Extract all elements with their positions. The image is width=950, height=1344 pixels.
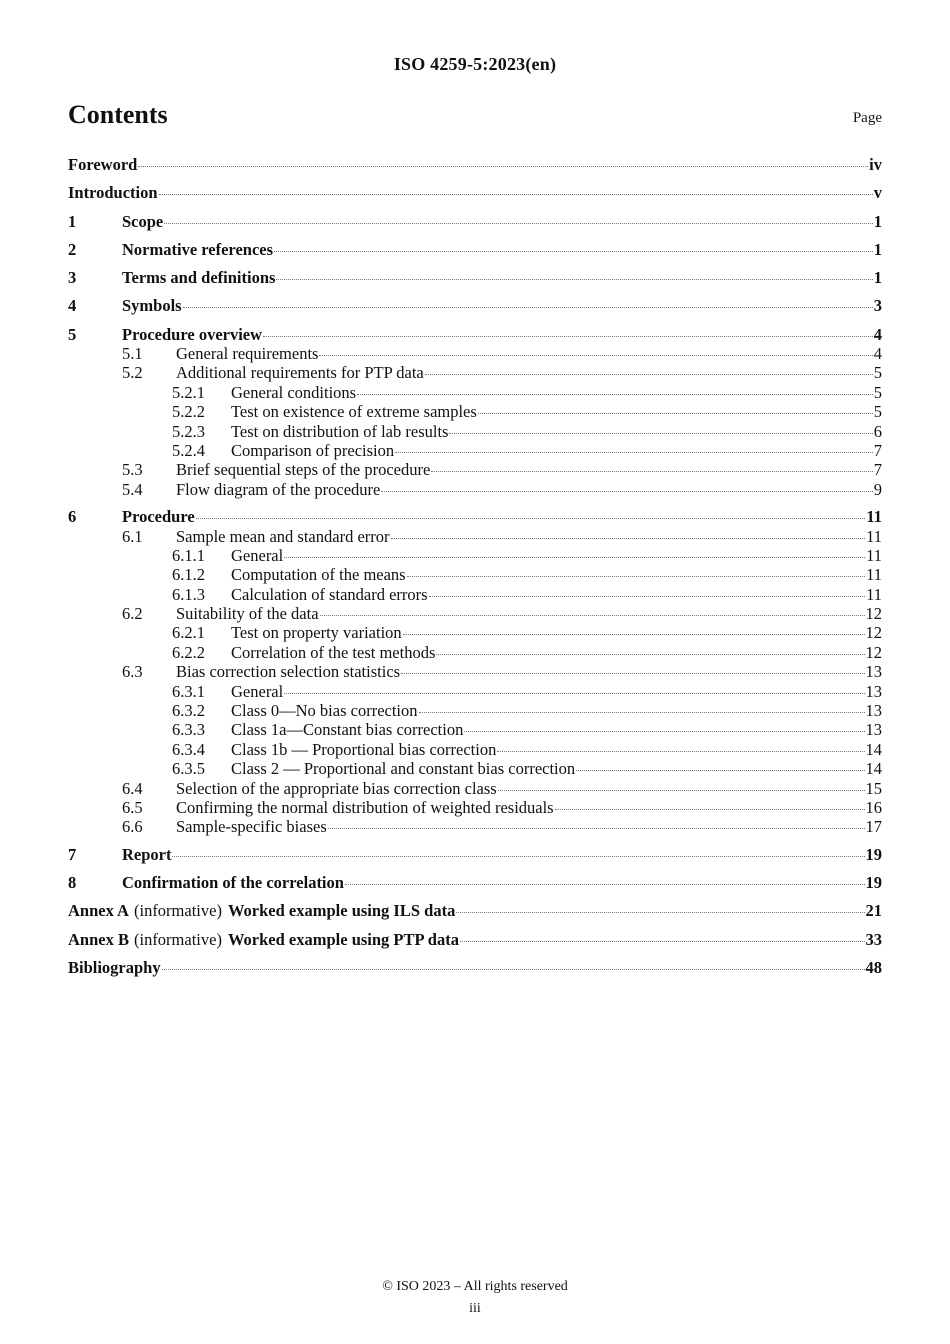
page-column-label: Page <box>852 110 882 126</box>
section-number: 5 <box>68 324 77 344</box>
section-number: 5.1 <box>122 344 143 364</box>
page-ref[interactable]: 19 <box>865 844 882 864</box>
page-ref[interactable]: 5 <box>873 382 882 402</box>
section-number: 5.2.1 <box>172 382 205 402</box>
page-ref[interactable]: 13 <box>865 681 882 701</box>
page-ref[interactable]: 12 <box>865 623 882 643</box>
toc-entry[interactable] <box>68 402 882 421</box>
toc-entry[interactable] <box>68 155 882 183</box>
dot-leader <box>172 856 864 857</box>
dot-leader <box>464 731 864 732</box>
page-ref[interactable]: 12 <box>865 604 882 624</box>
page-ref[interactable]: 1 <box>873 239 882 259</box>
section-title[interactable]: Flow diagram of the procedure <box>176 479 381 499</box>
section-number: 5.3 <box>122 460 143 480</box>
page-ref[interactable]: 17 <box>865 817 882 837</box>
page-ref[interactable]: 6 <box>873 421 882 441</box>
page-ref[interactable]: 11 <box>866 565 882 585</box>
dot-leader <box>436 654 864 655</box>
section-title[interactable]: Confirming the normal distribution of weighted residuals <box>176 797 554 817</box>
toc-entry[interactable] <box>68 212 882 240</box>
dot-leader <box>345 884 865 885</box>
page-ref[interactable]: 15 <box>865 778 882 798</box>
section-number: 6.1.2 <box>172 565 205 585</box>
section-title[interactable]: Class 1a—Constant bias correction <box>231 720 464 740</box>
page-ref[interactable]: 33 <box>865 929 882 949</box>
section-number: 5.4 <box>122 479 143 499</box>
section-number: 6.1.3 <box>172 584 205 604</box>
dot-leader <box>403 634 865 635</box>
toc-entry[interactable] <box>68 296 882 324</box>
page-ref[interactable]: 9 <box>873 479 882 499</box>
section-title[interactable]: Sample-specific biases <box>176 817 327 837</box>
section-title[interactable]: Bibliography <box>68 957 161 977</box>
section-title[interactable]: Suitability of the data <box>176 604 319 624</box>
toc-entry[interactable] <box>68 798 882 817</box>
section-number: 5.2.3 <box>172 421 205 441</box>
toc-entry[interactable] <box>68 460 882 479</box>
page-ref[interactable]: 7 <box>873 441 882 461</box>
page-ref[interactable]: 19 <box>865 873 882 893</box>
page-number: iii <box>469 1301 481 1316</box>
section-number: 2 <box>68 239 77 259</box>
toc-entry[interactable] <box>68 740 882 759</box>
section-number: 8 <box>68 873 77 893</box>
dot-leader <box>498 790 865 791</box>
section-number: 6.4 <box>122 778 143 798</box>
toc-entry[interactable] <box>68 623 882 642</box>
dot-leader <box>164 223 873 224</box>
dot-leader <box>401 673 864 674</box>
dot-leader <box>429 596 866 597</box>
section-number: 5.2.2 <box>172 402 205 422</box>
dot-leader <box>425 374 873 375</box>
toc-entry[interactable] <box>68 422 882 441</box>
toc-entry[interactable] <box>68 441 882 460</box>
section-title[interactable]: Brief sequential steps of the procedure <box>176 460 431 480</box>
toc-entry[interactable] <box>68 958 882 986</box>
toc-entry[interactable] <box>68 546 882 565</box>
dot-leader <box>449 433 872 434</box>
toc-entry[interactable] <box>68 183 882 211</box>
dot-leader <box>431 471 872 472</box>
annex-type: (informative) <box>133 929 222 949</box>
section-title[interactable]: Class 2 — Proportional and constant bias correction <box>231 759 576 779</box>
annex-label: Annex B <box>68 929 129 949</box>
page-ref[interactable]: 11 <box>866 526 882 546</box>
table-of-contents <box>68 155 882 986</box>
section-number: 6.2.1 <box>172 623 205 643</box>
dot-leader <box>159 194 873 195</box>
section-title[interactable]: Comparison of precision <box>231 441 395 461</box>
page-ref[interactable]: 48 <box>865 957 882 977</box>
section-number: 5.2.4 <box>172 441 205 461</box>
toc-entry[interactable] <box>68 720 882 739</box>
toc-entry[interactable] <box>68 527 882 546</box>
dot-leader <box>276 279 872 280</box>
page-footer <box>0 1276 950 1320</box>
section-title[interactable]: General <box>231 545 284 565</box>
dot-leader <box>395 452 873 453</box>
toc-entry[interactable] <box>68 363 882 382</box>
section-title[interactable]: Bias correction selection statistics <box>176 662 401 682</box>
toc-entry[interactable] <box>68 662 882 681</box>
section-title[interactable]: Report <box>122 844 172 864</box>
page-ref[interactable]: 1 <box>873 211 882 231</box>
toc-entry[interactable] <box>68 701 882 720</box>
section-number: 6.3.3 <box>172 720 205 740</box>
section-number: 6 <box>68 507 77 527</box>
annex-type: (informative) <box>133 901 222 921</box>
dot-leader <box>138 166 868 167</box>
section-title[interactable]: Symbols <box>122 296 182 316</box>
page-ref[interactable]: v <box>873 183 882 203</box>
toc-entry[interactable] <box>68 817 882 836</box>
toc-entry[interactable] <box>68 240 882 268</box>
dot-leader <box>555 809 865 810</box>
page-ref[interactable]: 13 <box>865 701 882 721</box>
toc-entry[interactable] <box>68 604 882 623</box>
section-title[interactable]: Sample mean and standard error <box>176 526 390 546</box>
section-title[interactable]: Procedure <box>122 507 195 527</box>
page-ref[interactable]: 5 <box>873 363 882 383</box>
section-number: 6.2.2 <box>172 642 205 662</box>
page-ref[interactable]: iv <box>869 155 882 174</box>
dot-leader <box>328 828 865 829</box>
page-ref[interactable]: 14 <box>865 759 882 779</box>
section-number: 7 <box>68 844 77 864</box>
page-ref[interactable]: 12 <box>865 642 882 662</box>
section-number: 5.2 <box>122 363 143 383</box>
page-ref[interactable]: 5 <box>873 402 882 422</box>
toc-entry[interactable] <box>68 779 882 798</box>
dot-leader <box>183 307 873 308</box>
dot-leader <box>263 336 873 337</box>
dot-leader <box>391 538 866 539</box>
page-ref[interactable]: 4 <box>873 324 882 344</box>
toc-entry[interactable] <box>68 759 882 778</box>
page-ref[interactable]: 16 <box>865 797 882 817</box>
toc-entry[interactable] <box>68 643 882 662</box>
toc-entry[interactable] <box>68 480 882 499</box>
toc-entry[interactable] <box>68 682 882 701</box>
section-title[interactable]: General conditions <box>231 382 357 402</box>
section-number: 6.3.2 <box>172 701 205 721</box>
section-title[interactable]: Worked example using PTP data <box>227 929 459 949</box>
section-number: 6.1.1 <box>172 545 205 565</box>
dot-leader <box>497 751 864 752</box>
section-title[interactable]: General requirements <box>176 344 319 364</box>
section-title[interactable]: Foreword <box>68 155 138 174</box>
toc-entry[interactable] <box>68 845 882 873</box>
section-number: 6.3 <box>122 662 143 682</box>
toc-entry[interactable] <box>68 585 882 604</box>
dot-leader <box>407 576 866 577</box>
dot-leader <box>456 912 864 913</box>
toc-entry[interactable] <box>68 268 882 296</box>
toc-entry[interactable] <box>68 930 882 958</box>
section-number: 6.5 <box>122 797 143 817</box>
dot-leader <box>196 518 866 519</box>
section-title[interactable]: Worked example using ILS data <box>227 901 456 921</box>
dot-leader <box>381 491 872 492</box>
dot-leader <box>576 770 864 771</box>
toc-entry[interactable] <box>68 565 882 584</box>
contents-heading: Contents <box>68 100 168 129</box>
dot-leader <box>284 557 865 558</box>
section-title[interactable]: Procedure overview <box>122 324 263 344</box>
section-title[interactable]: Terms and definitions <box>122 268 276 288</box>
section-title[interactable]: Introduction <box>68 183 158 203</box>
dot-leader <box>284 693 864 694</box>
toc-entry[interactable] <box>68 344 882 363</box>
dot-leader <box>274 251 873 252</box>
section-title[interactable]: General <box>231 681 284 701</box>
dot-leader <box>460 941 865 942</box>
page-ref[interactable]: 3 <box>873 296 882 316</box>
page-ref[interactable]: 11 <box>866 507 882 527</box>
toc-entry[interactable] <box>68 873 882 901</box>
section-title[interactable]: Test on distribution of lab results <box>231 421 449 441</box>
section-title[interactable]: Normative references <box>122 239 274 259</box>
dot-leader <box>478 413 873 414</box>
section-title[interactable]: Additional requirements for PTP data <box>176 363 424 383</box>
section-title[interactable]: Class 1b — Proportional bias correction <box>231 739 497 759</box>
copyright-notice: © ISO 2023 – All rights reserved <box>382 1279 568 1294</box>
page-ref[interactable]: 14 <box>865 739 882 759</box>
annex-label: Annex A <box>68 901 129 921</box>
dot-leader <box>162 969 865 970</box>
section-number: 6.3.1 <box>172 681 205 701</box>
dot-leader <box>419 712 865 713</box>
section-title[interactable]: Test on property variation <box>231 623 402 643</box>
toc-entry[interactable] <box>68 901 882 929</box>
dot-leader <box>357 394 873 395</box>
section-title[interactable]: Confirmation of the correlation <box>122 873 344 893</box>
section-title[interactable]: Scope <box>122 211 164 231</box>
page-ref[interactable]: 4 <box>873 344 882 364</box>
page-ref[interactable]: 7 <box>873 460 882 480</box>
section-title[interactable]: Correlation of the test methods <box>231 642 436 662</box>
section-number: 6.1 <box>122 526 143 546</box>
section-number: 3 <box>68 268 77 288</box>
page-ref[interactable]: 21 <box>865 901 882 921</box>
section-title[interactable]: Calculation of standard errors <box>231 584 428 604</box>
section-title[interactable]: Selection of the appropriate bias correction class <box>176 778 497 798</box>
section-number: 6.2 <box>122 604 143 624</box>
page-ref[interactable]: 13 <box>865 662 882 682</box>
section-number: 1 <box>68 211 77 231</box>
section-title[interactable]: Test on existence of extreme samples <box>231 402 477 422</box>
section-number: 6.6 <box>122 817 143 837</box>
section-title[interactable]: Class 0—No bias correction <box>231 701 418 721</box>
page-ref[interactable]: 11 <box>866 584 882 604</box>
section-number: 6.3.5 <box>172 759 205 779</box>
page-ref[interactable]: 13 <box>865 720 882 740</box>
dot-leader <box>319 355 872 356</box>
page-ref[interactable]: 11 <box>866 545 882 565</box>
dot-leader <box>320 615 865 616</box>
page-ref[interactable]: 1 <box>873 268 882 288</box>
section-title[interactable]: Computation of the means <box>231 565 406 585</box>
section-number: 4 <box>68 296 77 316</box>
section-number: 6.3.4 <box>172 739 205 759</box>
toc-entry[interactable] <box>68 383 882 402</box>
document-id-header: ISO 4259-5:2023(en) <box>393 54 557 74</box>
